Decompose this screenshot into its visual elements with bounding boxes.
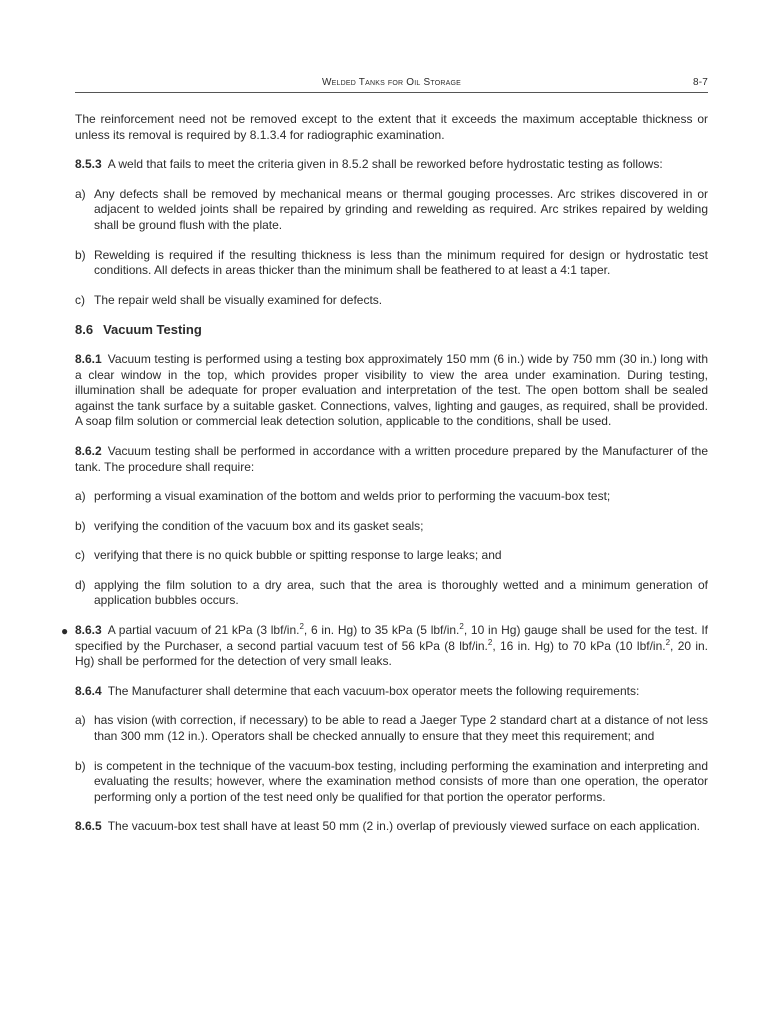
superscript: 2 [299,622,304,632]
section-text: Vacuum testing is performed using a testing box approximately 150 mm (6 in.) wide by 750 mm (30 in.) long with a clear window in the top, which provides proper visibility to view the area under examination. During testing, illumination shall be adequate for proper evaluation and interpretation of the test. The open bottom shall be sealed against the tank surface by a suitable gasket. Connections, valves, lighting and gauges, as required, shall be provided. A soap film solution or commercial leak detection solution, applicable to the conditions, shall be used. [75,351,708,429]
text-part: A partial vacuum of 21 kPa (3 lbf/in. [107,623,300,638]
list-item [75,519,708,535]
section-8-5-3 [75,157,708,173]
list-label: c) [75,548,85,563]
list-label: b) [75,758,86,773]
section-number: 8.6.1 [75,351,102,366]
section-8-6-4 [75,684,708,700]
change-marker-icon: ● [61,624,69,639]
list-label: a) [75,489,86,504]
section-text: The Manufacturer shall determine that each vacuum-box operator meets the following requirements: [107,683,640,698]
superscript: 2 [459,622,464,632]
list-item [75,578,708,609]
header-title: Welded Tanks for Oil Storage [322,77,461,88]
list-text: Rewelding is required if the resulting thickness is less than the minimum required for design or hydrostatic test conditions. All defects in areas thicker than the minimum shall be feathered to at least a 4:1 taper. [94,247,708,278]
section-8-6-5 [75,819,708,835]
list-item [75,293,708,309]
list-text: is competent in the technique of the vacuum-box testing, including performing the examination and interpreting and evaluating the results; however, where the examination method consists of more than one operation, the operator performing only a portion of the test need only be qualified for that portion the operator performs. [94,758,708,804]
list-item [75,759,708,806]
list-text: The repair weld shall be visually examined for defects. [94,292,383,307]
section-8-6-2 [75,444,708,475]
section-number: 8.6.4 [75,683,102,698]
list-item [75,548,708,564]
list-label: a) [75,713,86,728]
list-label: b) [75,518,86,533]
list-item [75,248,708,279]
list-text: performing a visual examination of the bottom and welds prior to performing the vacuum-box test; [94,489,611,504]
list-text: verifying the condition of the vacuum box and its gasket seals; [94,518,424,533]
superscript: 2 [487,637,493,647]
list-label: c) [75,292,85,307]
section-number: 8.6.3 [75,623,102,638]
list-item [75,713,708,744]
paragraph-intro: The reinforcement need not be removed except to the extent that it exceeds the maximum acceptable thickness or unless its removal is required by 8.1.3.4 for radiographic examination. [75,112,708,142]
list-item [75,489,708,505]
running-header [75,72,708,93]
text-part: , 6 in. Hg) to 35 kPa (5 lbf/in. [303,623,460,638]
text-part: , 16 in. Hg) to 70 kPa (10 lbf/in. [492,638,666,653]
section-heading-8-6 [75,322,708,338]
text-part: , 10 in Hg) gauge shall be used for the test. If specified by the Purchaser, a second partial vacuum test of 56 kPa (8 lbf/in. [75,623,709,653]
heading-number: 8.6 [75,322,94,338]
list-text: has vision (with correction, if necessary) to be able to read a Jaeger Type 2 standard chart at a distance of not less than 300 mm (12 in.). Operators shall be checked annually to ensure that they meet this requirement; and [94,713,708,744]
list-label: d) [75,577,86,592]
list-label: a) [75,186,86,201]
page-body [61,112,709,849]
section-number: 8.6.2 [75,443,102,458]
text-part: , 20 in. Hg) shall be performed for the detection of very small leaks. [75,638,709,669]
section-number: 8.6.5 [75,819,102,834]
section-text: The vacuum-box test shall have at least 50 mm (2 in.) overlap of previously viewed surface on each application. [107,819,701,834]
page-number: 8-7 [692,77,708,88]
section-text: Vacuum testing shall be performed in accordance with a written procedure prepared by the Manufacturer of the tank. The procedure shall require: [75,443,708,474]
superscript: 2 [665,637,671,647]
section-number: 8.5.3 [75,157,102,172]
list-text: verifying that there is no quick bubble or spitting response to large leaks; and [94,548,502,563]
section-8-6-1 [75,352,708,430]
section-text: A weld that fails to meet the criteria given in 8.5.2 shall be reworked before hydrostatic testing as follows: [107,157,663,172]
heading-title: Vacuum Testing [103,322,202,338]
list-text: Any defects shall be removed by mechanical means or thermal gouging processes. Arc strikes discovered in or adjacent to welded joints shall be repaired by grinding and rewelding as required. Arc strikes repaired by welding shall be ground flush with the plate. [94,186,708,232]
list-label: b) [75,247,86,262]
list-item [75,187,708,234]
list-text: applying the film solution to a dry area, such that the area is thoroughly wetted and a minimum generation of application bubbles occurs. [94,577,708,608]
section-8-6-3 [61,622,709,670]
